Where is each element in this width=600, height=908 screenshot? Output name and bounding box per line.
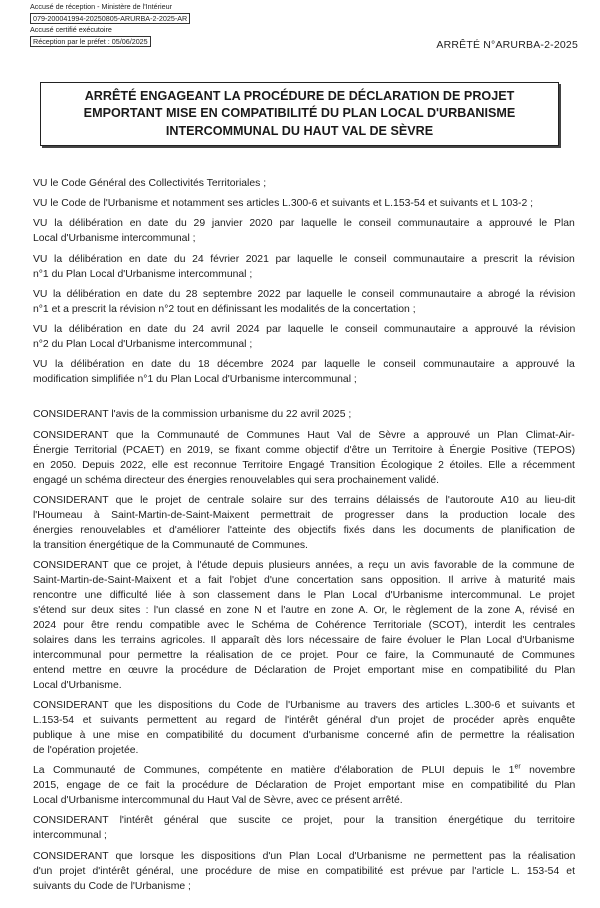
paragraph-line: engagé un schéma directeur des énergies renouvelables qui sera prochainement validé.	[33, 474, 440, 486]
paragraph-line: s'étend sur deux sites : l'un classé en zone N et l'autre en zone A. Or, le règlement de la zone A, révisé en	[33, 604, 575, 616]
paragraph-line: VU la délibération en date du 28 septembre 2022 par laquelle le conseil communautaire a abrogé la révision	[33, 288, 576, 300]
vu-paragraph	[33, 357, 575, 387]
stamp-reception-date: Réception par le préfet : 05/06/2025	[30, 36, 151, 48]
title-box	[40, 82, 559, 146]
vu-paragraph	[33, 176, 575, 191]
paragraph-line: CONSIDERANT que lorsque les dispositions d'un Plan Local d'Urbanisme ne permettent pas la réalisation	[33, 850, 576, 862]
paragraph-line: VU la délibération en date du 24 février 2021 par laquelle le conseil communautaire a prescrit la révision	[33, 253, 575, 265]
paragraph-line: l'Houmeau à Saint-Martin-de-Saint-Maixent permettrait de progresser dans la production locale des	[33, 509, 575, 521]
paragraph-line: VU la délibération en date du 18 décembre 2024 par laquelle le conseil communautaire a approuvé la	[33, 359, 575, 371]
vu-paragraph	[33, 196, 575, 211]
text-span: La Communauté de Communes, compétente en matière d'élaboration de PLUI depuis le 1	[33, 765, 515, 777]
paragraph-line: VU la délibération en date du 24 avril 2024 par laquelle le conseil communautaire a approuvé la révision	[33, 323, 576, 335]
paragraph-line: intercommunal pour permettre la réalisation de ce projet. Pour ce faire, la Communauté de Communes	[33, 649, 575, 661]
paragraph-line: Local d'Urbanisme intercommunal du Haut Val de Sèvre, avec ce présent arrêté.	[33, 795, 403, 807]
vu-section	[33, 176, 575, 387]
paragraph-line: énergies renouvelables et d'améliorer l'atteinte des objectifs fixés dans les documents de planification de	[33, 524, 576, 536]
paragraph-line: n°1 du Plan Local d'Urbanisme intercommunal ;	[33, 268, 253, 280]
considerant-section	[33, 407, 575, 758]
paragraph-line: CONSIDERANT que ce projet, à l'étude depuis plusieurs années, a reçu un avis favorable de la commune de	[33, 559, 575, 571]
paragraph-line: rencontre une difficulté liée à son classement dans le Plan Local d'Urbanisme intercommunal. Le projet	[33, 589, 575, 601]
paragraph-line: CONSIDERANT l'intérêt général que suscite ce projet, pour la transition énergétique du territoire	[33, 815, 576, 827]
paragraph-line: Local d'Urbanisme.	[33, 679, 122, 691]
paragraph-line: VU le Code Général des Collectivités Territoriales ;	[33, 178, 267, 189]
paragraph-line: la transition énergétique de la Communauté de Communes.	[33, 539, 308, 551]
paragraph-line: CONSIDERANT que la Communauté de Communes Haut Val de Sèvre a approuvé un Plan Climat-Air-	[33, 429, 575, 441]
considerant-paragraph	[33, 428, 575, 488]
document-body	[33, 176, 575, 899]
paragraph-line: CONSIDERANT l'avis de la commission urbanisme du 22 avril 2025 ;	[33, 409, 352, 421]
paragraph-line: intercommunal ;	[33, 830, 107, 842]
paragraph-line: 2024 pour être rendu compatible avec le Schéma de Cohérence Territoriale (SCOT), interdit les centrales	[33, 619, 576, 631]
vu-paragraph	[33, 216, 575, 246]
title-line: EMPORTANT MISE EN COMPATIBILITÉ DU PLAN LOCAL D'URBANISME	[83, 106, 516, 121]
considerant-paragraph	[33, 407, 575, 422]
section-gap	[33, 392, 575, 407]
paragraph-line: Local d'Urbanisme intercommunal ;	[33, 233, 196, 245]
paragraph-line: Énergie Territorial (PCAET) en 2019, se fixant comme objectif d'être un Territoire à Énergie Positive (TEPOS)	[33, 444, 576, 456]
paragraph-line: solaires dans les terrains agricoles. Il apparaît dès lors nécessaire de faire évoluer le Plan Local d'Urbanisme	[33, 634, 575, 646]
paragraph-line: modification simplifiée n°1 du Plan Local d'Urbanisme intercommunal ;	[33, 374, 357, 386]
considerant-section-2	[33, 813, 575, 893]
document-title	[84, 88, 516, 141]
vu-paragraph	[33, 287, 575, 317]
paragraph-line: d'un projet d'intérêt général, une procédure de mise en compatibilité est prévue par l'article L. 153-54 et	[33, 865, 575, 877]
paragraph-line: en 2050. Depuis 2022, elle est reconnue Territoire Engagé Transition Écologique 2 étoiles. Elle a récemment	[33, 459, 575, 471]
arrete-reference: ARRÊTÉ N°ARURBA-2-2025	[436, 39, 578, 51]
paragraph-line	[33, 763, 575, 778]
paragraph-line: VU le Code de l'Urbanisme et notamment ses articles L.300-6 et suivants et L.153-54 et suivants et L 103-2 ;	[33, 198, 534, 210]
text-span: novembre	[520, 765, 576, 777]
paragraph-line: VU la délibération en date du 29 janvier 2020 par laquelle le conseil communautaire a approuvé le Plan	[33, 218, 575, 230]
paragraph-line: n°2 du Plan Local d'Urbanisme intercommunal ;	[33, 338, 253, 350]
title-line: ARRÊTÉ ENGAGEANT LA PROCÉDURE DE DÉCLARATION DE PROJET	[84, 88, 515, 103]
communaute-paragraph	[33, 763, 575, 808]
paragraph-line: suivants du Code de l'Urbanisme ;	[33, 880, 191, 892]
considerant-paragraph	[33, 698, 575, 758]
paragraph-line: CONSIDERANT que le projet de centrale solaire sur des terrains délaissés de l'autoroute A10 au lieu-dit	[33, 494, 576, 506]
stamp-line-certified: Accusé certifié exécutoire	[30, 25, 112, 34]
considerant-paragraph	[33, 493, 575, 553]
considerant-paragraph	[33, 849, 575, 894]
paragraph-line: L.153-54 et suivants permettent au regard de l'intérêt général d'un projet de procéder après enquête	[33, 715, 576, 727]
paragraph-line: de l'opération projetée.	[33, 745, 139, 757]
paragraph-line: Saint-Martin-de-Saint-Maixent et a fait l'objet d'une concertation sans opposition. Il arrive à maturité mais	[33, 574, 576, 586]
superscript: er	[514, 763, 521, 771]
paragraph-line: 2015, engage de ce fait la procédure de Déclaration de Projet emportant mise en compatibilité du Plan	[33, 780, 576, 792]
considerant-paragraph	[33, 558, 575, 693]
title-line: INTERCOMMUNAL DU HAUT VAL DE SÈVRE	[165, 123, 434, 138]
paragraph-line: publique à une mise en compatibilité du document d'urbanisme concerné afin de permettre la réalisation	[33, 730, 575, 742]
vu-paragraph	[33, 322, 575, 352]
stamp-reference-id: 079-200041994-20250805-ARURBA-2-2025-AR	[30, 13, 190, 25]
paragraph-line: entend mettre en œuvre la procédure de Déclaration de Projet emportant mise en compatibilité du Plan	[33, 664, 576, 676]
paragraph-line: CONSIDERANT que les dispositions du Code de l'Urbanisme au travers des articles L.300-6 et suivants et	[33, 700, 575, 712]
paragraph-line: n°1 et a prescrit la révision n°2 tout en définissant les modalités de la concertation ;	[33, 303, 416, 315]
stamp-line-receipt: Accusé de réception - Ministère de l'Intérieur	[30, 2, 172, 11]
considerant-paragraph	[33, 813, 575, 843]
vu-paragraph	[33, 252, 575, 282]
reception-stamp	[30, 2, 190, 48]
